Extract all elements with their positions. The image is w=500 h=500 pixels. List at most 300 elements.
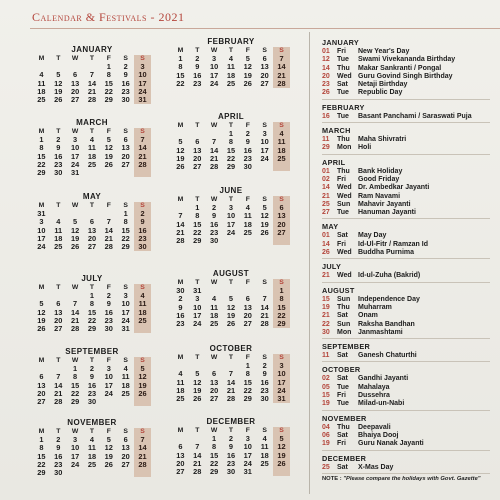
day-cell: 8 <box>212 442 217 452</box>
festival-name: Dussehra <box>358 392 390 400</box>
day-cell: 11 <box>88 443 96 453</box>
day-cell: 1 <box>273 287 290 295</box>
day-cell: 19 <box>104 451 113 461</box>
day-cell: 27 <box>176 467 185 477</box>
section-rule <box>322 338 490 339</box>
day-cell: 16 <box>209 219 219 229</box>
day-cell: 7 <box>228 369 234 379</box>
week-row <box>172 237 290 245</box>
day-cell: 25 <box>176 394 185 404</box>
festival-section-october <box>322 365 500 410</box>
day-cell: 24 <box>193 319 202 329</box>
day-cell: 13 <box>121 143 130 153</box>
weekday-header: S <box>123 357 128 364</box>
weekday-header: S <box>123 202 128 209</box>
festival-date: 15 <box>322 392 330 400</box>
festival-row <box>322 168 500 176</box>
day-cell: 9 <box>123 70 128 80</box>
weekday-header: T <box>89 128 95 135</box>
day-cell: 30 <box>134 243 151 251</box>
day-cell: 6 <box>56 299 61 309</box>
day-cell: 13 <box>273 212 290 220</box>
day-cell: 7 <box>134 136 151 144</box>
day-cell <box>239 237 256 245</box>
day-cell: 4 <box>123 364 128 374</box>
weekday-header: T <box>56 128 61 135</box>
weekday-header: M <box>177 196 184 203</box>
weekday-header: S <box>262 427 267 434</box>
festival-row <box>322 352 500 360</box>
day-cell: 8 <box>106 70 111 80</box>
day-cell: 12 <box>193 377 202 387</box>
day-cell: 20 <box>121 151 130 161</box>
festival-month-heading: OCTOBER <box>322 365 361 375</box>
day-cell: 22 <box>193 227 202 237</box>
festival-date: 19 <box>322 440 330 448</box>
weekday-header: T <box>56 428 61 435</box>
day-cell: 18 <box>37 86 46 96</box>
festival-day: Sun <box>337 200 351 208</box>
weekday-header: M <box>38 357 45 364</box>
day-cell: 13 <box>37 380 46 390</box>
festival-day: Tue <box>337 383 349 391</box>
month-may <box>33 192 151 251</box>
festival-date: 04 <box>322 423 330 431</box>
day-cell: 7 <box>212 137 217 147</box>
festival-date: 01 <box>322 48 330 55</box>
day-cell: 10 <box>260 137 269 147</box>
festival-row <box>322 296 500 304</box>
day-cell: 20 <box>54 315 63 325</box>
day-cell: 17 <box>121 307 130 317</box>
day-cell: 16 <box>193 70 202 80</box>
weekday-header: F <box>106 428 111 435</box>
day-cell: 23 <box>193 78 202 88</box>
day-cell: 29 <box>209 467 219 477</box>
festival-name: Id-ul-Zuha (Bakrid) <box>358 272 421 280</box>
festival-row <box>322 193 500 201</box>
day-cell: 6 <box>245 294 250 304</box>
day-cell: 27 <box>273 229 290 237</box>
day-cell: 17 <box>243 450 252 460</box>
festival-name: Deepavali <box>358 423 391 431</box>
festival-name: Mahalaya <box>358 383 390 391</box>
day-cell: 10 <box>121 299 130 309</box>
day-cell: 16 <box>243 145 252 155</box>
day-cell: 13 <box>121 443 130 453</box>
month-november <box>33 418 151 477</box>
day-cell: 28 <box>193 467 202 477</box>
festival-name: Bhaiya Dooj <box>358 431 399 439</box>
festival-date: 29 <box>322 144 330 152</box>
day-cell: 7 <box>89 70 95 80</box>
day-cell: 17 <box>104 380 113 390</box>
day-cell: 8 <box>89 299 95 309</box>
day-cell: 1 <box>123 209 128 219</box>
day-cell: 4 <box>228 54 234 64</box>
weekday-header: F <box>245 47 250 54</box>
day-cell: 6 <box>123 135 128 145</box>
day-cell: 20 <box>243 310 252 320</box>
weekday-header: T <box>228 427 234 434</box>
weekday-header: M <box>177 354 184 361</box>
festival-name: Janmashtami <box>358 328 403 336</box>
month-table <box>33 357 151 406</box>
festival-day: Tue <box>337 400 349 408</box>
day-cell: 10 <box>209 62 219 72</box>
day-cell: 15 <box>176 70 185 80</box>
weekday-header: T <box>228 47 234 54</box>
day-cell: 5 <box>134 365 151 373</box>
day-cell: 22 <box>104 86 113 96</box>
day-cell: 26 <box>243 78 252 88</box>
day-cell: 12 <box>273 443 290 451</box>
day-cell <box>100 469 117 477</box>
column-divider <box>309 32 310 494</box>
day-cell: 1 <box>73 364 78 374</box>
month-name: OCTOBER <box>209 344 253 353</box>
festival-date: 25 <box>322 463 330 471</box>
weekday-header: M <box>177 427 184 434</box>
day-cell: 29 <box>193 236 202 246</box>
festival-name: New Year's Day <box>358 48 410 55</box>
festival-list <box>322 38 500 477</box>
festival-name: Guru Nanak Jayanti <box>358 440 424 448</box>
day-cell: 1 <box>245 361 250 371</box>
day-cell: 17 <box>226 219 236 229</box>
month-february <box>172 37 290 88</box>
day-cell: 27 <box>193 162 202 172</box>
day-cell <box>134 469 151 477</box>
day-cell: 2 <box>56 435 61 445</box>
day-cell: 6 <box>89 217 95 227</box>
day-cell: 28 <box>134 461 151 469</box>
day-cell: 13 <box>260 62 269 72</box>
day-cell: 3 <box>212 54 217 64</box>
day-cell: 6 <box>273 204 290 212</box>
day-cell <box>256 237 273 245</box>
day-cell: 20 <box>209 385 219 395</box>
day-cell: 30 <box>226 467 236 477</box>
day-cell: 8 <box>123 217 128 227</box>
day-cell: 14 <box>104 225 113 235</box>
day-cell: 14 <box>209 145 219 155</box>
day-cell: 26 <box>37 324 46 334</box>
month-table <box>172 354 290 403</box>
day-cell: 27 <box>87 242 97 252</box>
month-table <box>172 122 290 171</box>
day-cell: 15 <box>121 225 130 235</box>
festival-name: Makar Sankranti / Pongal <box>358 64 442 72</box>
weekday-header: S <box>273 47 290 55</box>
weekday-header: S <box>273 196 290 204</box>
festival-date: 21 <box>322 312 330 320</box>
day-cell: 3 <box>123 291 128 301</box>
festival-day: Sun <box>337 320 351 328</box>
day-cell: 19 <box>134 382 151 390</box>
day-cell <box>223 237 240 245</box>
day-cell: 27 <box>54 324 63 334</box>
day-cell <box>273 163 290 171</box>
day-cell: 20 <box>193 153 202 163</box>
day-cell: 18 <box>260 450 269 460</box>
day-cell: 21 <box>193 458 202 468</box>
day-cell: 28 <box>87 95 97 105</box>
day-cell: 5 <box>273 435 290 443</box>
day-cell: 16 <box>260 377 269 387</box>
section-rule <box>322 282 490 283</box>
weekday-header: F <box>106 55 111 62</box>
day-cell: 25 <box>209 319 219 329</box>
month-name: JUNE <box>219 186 243 195</box>
weekday-header: F <box>245 196 250 203</box>
day-cell: 22 <box>209 458 219 468</box>
day-cell: 2 <box>89 364 95 374</box>
weekday-header: S <box>262 196 267 203</box>
day-cell: 12 <box>260 211 269 221</box>
day-cell: 13 <box>70 78 80 88</box>
festival-row <box>322 440 500 448</box>
day-cell: 17 <box>209 70 219 80</box>
day-cell: 16 <box>87 380 97 390</box>
day-cell: 11 <box>243 211 252 221</box>
day-cell: 18 <box>243 219 252 229</box>
month-august <box>172 269 290 328</box>
weekday-header: S <box>134 284 151 292</box>
weekday-header: T <box>195 47 200 54</box>
festival-date: 06 <box>322 431 330 439</box>
weekday-header: T <box>228 279 234 286</box>
weekday-header: W <box>210 279 218 286</box>
day-cell: 5 <box>262 203 267 213</box>
day-cell: 16 <box>104 307 113 317</box>
day-cell: 3 <box>195 294 200 304</box>
day-cell: 27 <box>243 319 252 329</box>
day-cell: 25 <box>243 227 252 237</box>
month-july <box>33 274 151 333</box>
day-cell: 29 <box>273 320 290 328</box>
day-cell: 28 <box>273 80 290 88</box>
day-cell: 22 <box>176 78 185 88</box>
day-cell: 4 <box>89 435 95 445</box>
day-cell: 9 <box>56 443 61 453</box>
festival-date: 19 <box>322 303 330 311</box>
section-rule <box>322 218 490 219</box>
weekday-header: S <box>273 279 290 287</box>
festival-date: 25 <box>322 200 330 208</box>
day-cell: 18 <box>87 451 97 461</box>
day-cell: 12 <box>54 78 63 88</box>
day-cell: 26 <box>193 394 202 404</box>
day-cell: 21 <box>260 310 269 320</box>
festival-name: Milad-un-Nabi <box>358 400 405 408</box>
note-label: NOTE : <box>322 476 342 482</box>
day-cell: 19 <box>176 153 185 163</box>
month-october <box>172 344 290 403</box>
day-cell: 25 <box>260 458 269 468</box>
month-table <box>172 47 290 88</box>
festival-name: Mahavir Jayanti <box>358 200 411 208</box>
day-cell: 9 <box>106 299 111 309</box>
festival-name: Republic Day <box>358 89 403 97</box>
festival-section-august <box>322 286 500 339</box>
weekday-header: S <box>273 354 290 362</box>
section-rule <box>322 473 490 474</box>
festival-date: 05 <box>322 383 330 391</box>
gazette-note <box>322 476 481 482</box>
weekday-header: W <box>210 122 218 129</box>
day-cell: 25 <box>37 95 46 105</box>
day-cell: 29 <box>226 162 236 172</box>
festival-row <box>322 48 500 56</box>
day-cell: 10 <box>226 211 236 221</box>
day-cell: 11 <box>210 302 219 312</box>
day-cell: 21 <box>87 86 97 96</box>
day-cell: 10 <box>193 302 202 312</box>
day-cell: 21 <box>70 315 80 325</box>
festival-name: Guru Govind Singh Birthday <box>358 72 453 80</box>
festival-name: Raksha Bandhan <box>358 320 415 328</box>
festival-day: Sat <box>337 431 348 439</box>
day-cell: 2 <box>56 135 61 145</box>
weekday-header: F <box>106 284 111 291</box>
festival-date: 12 <box>322 56 330 64</box>
day-cell: 9 <box>89 372 95 382</box>
month-table <box>33 128 151 177</box>
weekday-header: T <box>228 196 234 203</box>
day-cell: 31 <box>37 209 46 219</box>
day-cell: 8 <box>245 369 250 379</box>
day-cell: 14 <box>134 444 151 452</box>
day-cell: 2 <box>106 291 111 301</box>
day-cell: 13 <box>193 145 202 155</box>
month-table <box>33 55 151 104</box>
day-cell <box>117 469 134 477</box>
day-cell: 20 <box>260 70 269 80</box>
day-cell: 30 <box>243 162 252 172</box>
festival-month-heading: MARCH <box>322 126 351 136</box>
day-cell: 26 <box>226 319 236 329</box>
day-cell: 14 <box>70 307 80 317</box>
day-cell: 12 <box>70 225 80 235</box>
day-cell: 12 <box>176 145 185 155</box>
festival-date: 19 <box>322 400 330 408</box>
day-cell: 14 <box>87 78 97 88</box>
month-name: JULY <box>81 274 103 283</box>
day-cell <box>273 468 290 476</box>
festival-date: 20 <box>322 72 330 80</box>
month-table <box>33 202 151 251</box>
day-cell: 25 <box>134 317 151 325</box>
weekday-header: W <box>210 196 218 203</box>
day-cell: 25 <box>226 78 236 88</box>
week-row <box>33 243 151 251</box>
month-name: JANUARY <box>71 45 113 54</box>
day-cell: 27 <box>209 394 219 404</box>
day-cell: 16 <box>54 151 63 161</box>
festival-name: Gandhi Jayanti <box>358 375 409 383</box>
day-cell: 8 <box>195 211 200 221</box>
day-cell: 4 <box>262 434 267 444</box>
weekday-header: S <box>123 55 128 62</box>
weekday-header: S <box>123 284 128 291</box>
weekday-header: T <box>89 284 95 291</box>
day-cell: 10 <box>273 370 290 378</box>
weekday-header: F <box>106 128 111 135</box>
day-cell: 18 <box>209 310 219 320</box>
weekday-header: T <box>89 428 95 435</box>
day-cell: 21 <box>226 385 236 395</box>
festival-day: Fri <box>337 392 346 400</box>
day-cell: 3 <box>262 129 267 139</box>
day-cell: 26 <box>104 159 113 169</box>
day-cell <box>100 398 117 406</box>
section-rule <box>322 154 490 155</box>
month-april <box>172 112 290 171</box>
weekday-header: T <box>228 122 234 129</box>
day-cell: 25 <box>87 159 97 169</box>
day-cell: 16 <box>134 227 151 235</box>
festival-name: X-Mas Day <box>358 463 394 471</box>
festival-day: Wed <box>337 249 352 257</box>
festival-date: 11 <box>322 136 330 144</box>
day-cell: 12 <box>37 307 46 317</box>
day-cell: 2 <box>262 361 267 371</box>
month-name: AUGUST <box>212 269 250 278</box>
day-cell: 7 <box>134 436 151 444</box>
festival-row <box>322 232 500 240</box>
day-cell: 24 <box>209 78 219 88</box>
week-row <box>172 80 290 88</box>
day-cell: 20 <box>176 458 185 468</box>
day-cell: 30 <box>87 397 97 407</box>
festival-name: Dr. Ambedkar Jayanti <box>358 184 430 192</box>
day-cell: 13 <box>54 307 63 317</box>
day-cell: 6 <box>178 442 183 452</box>
day-cell: 2 <box>123 62 128 72</box>
day-cell: 5 <box>56 70 61 80</box>
weekday-header: T <box>195 122 200 129</box>
day-cell: 19 <box>37 315 46 325</box>
day-cell: 11 <box>88 143 96 153</box>
day-cell: 18 <box>54 233 63 243</box>
day-cell: 19 <box>260 219 269 229</box>
day-cell: 23 <box>260 385 269 395</box>
weekday-header: T <box>195 354 200 361</box>
day-cell: 3 <box>73 135 78 145</box>
festival-name: Bank Holiday <box>358 167 403 175</box>
section-rule <box>322 122 490 123</box>
weekday-header: M <box>177 279 184 286</box>
day-cell: 5 <box>195 369 200 379</box>
day-cell: 20 <box>121 451 130 461</box>
day-cell: 22 <box>226 153 236 163</box>
day-cell: 23 <box>134 235 151 243</box>
section-rule <box>322 410 490 411</box>
week-row <box>172 468 290 476</box>
festival-day: Sun <box>337 295 351 303</box>
day-cell: 24 <box>273 387 290 395</box>
day-cell: 29 <box>104 95 113 105</box>
festival-name: Independence Day <box>358 295 420 303</box>
day-cell: 15 <box>243 377 252 387</box>
day-cell: 24 <box>260 153 269 163</box>
day-cell: 26 <box>273 460 290 468</box>
month-name: NOVEMBER <box>67 418 117 427</box>
day-cell: 15 <box>226 145 236 155</box>
day-cell: 18 <box>87 151 97 161</box>
day-cell: 17 <box>37 233 46 243</box>
